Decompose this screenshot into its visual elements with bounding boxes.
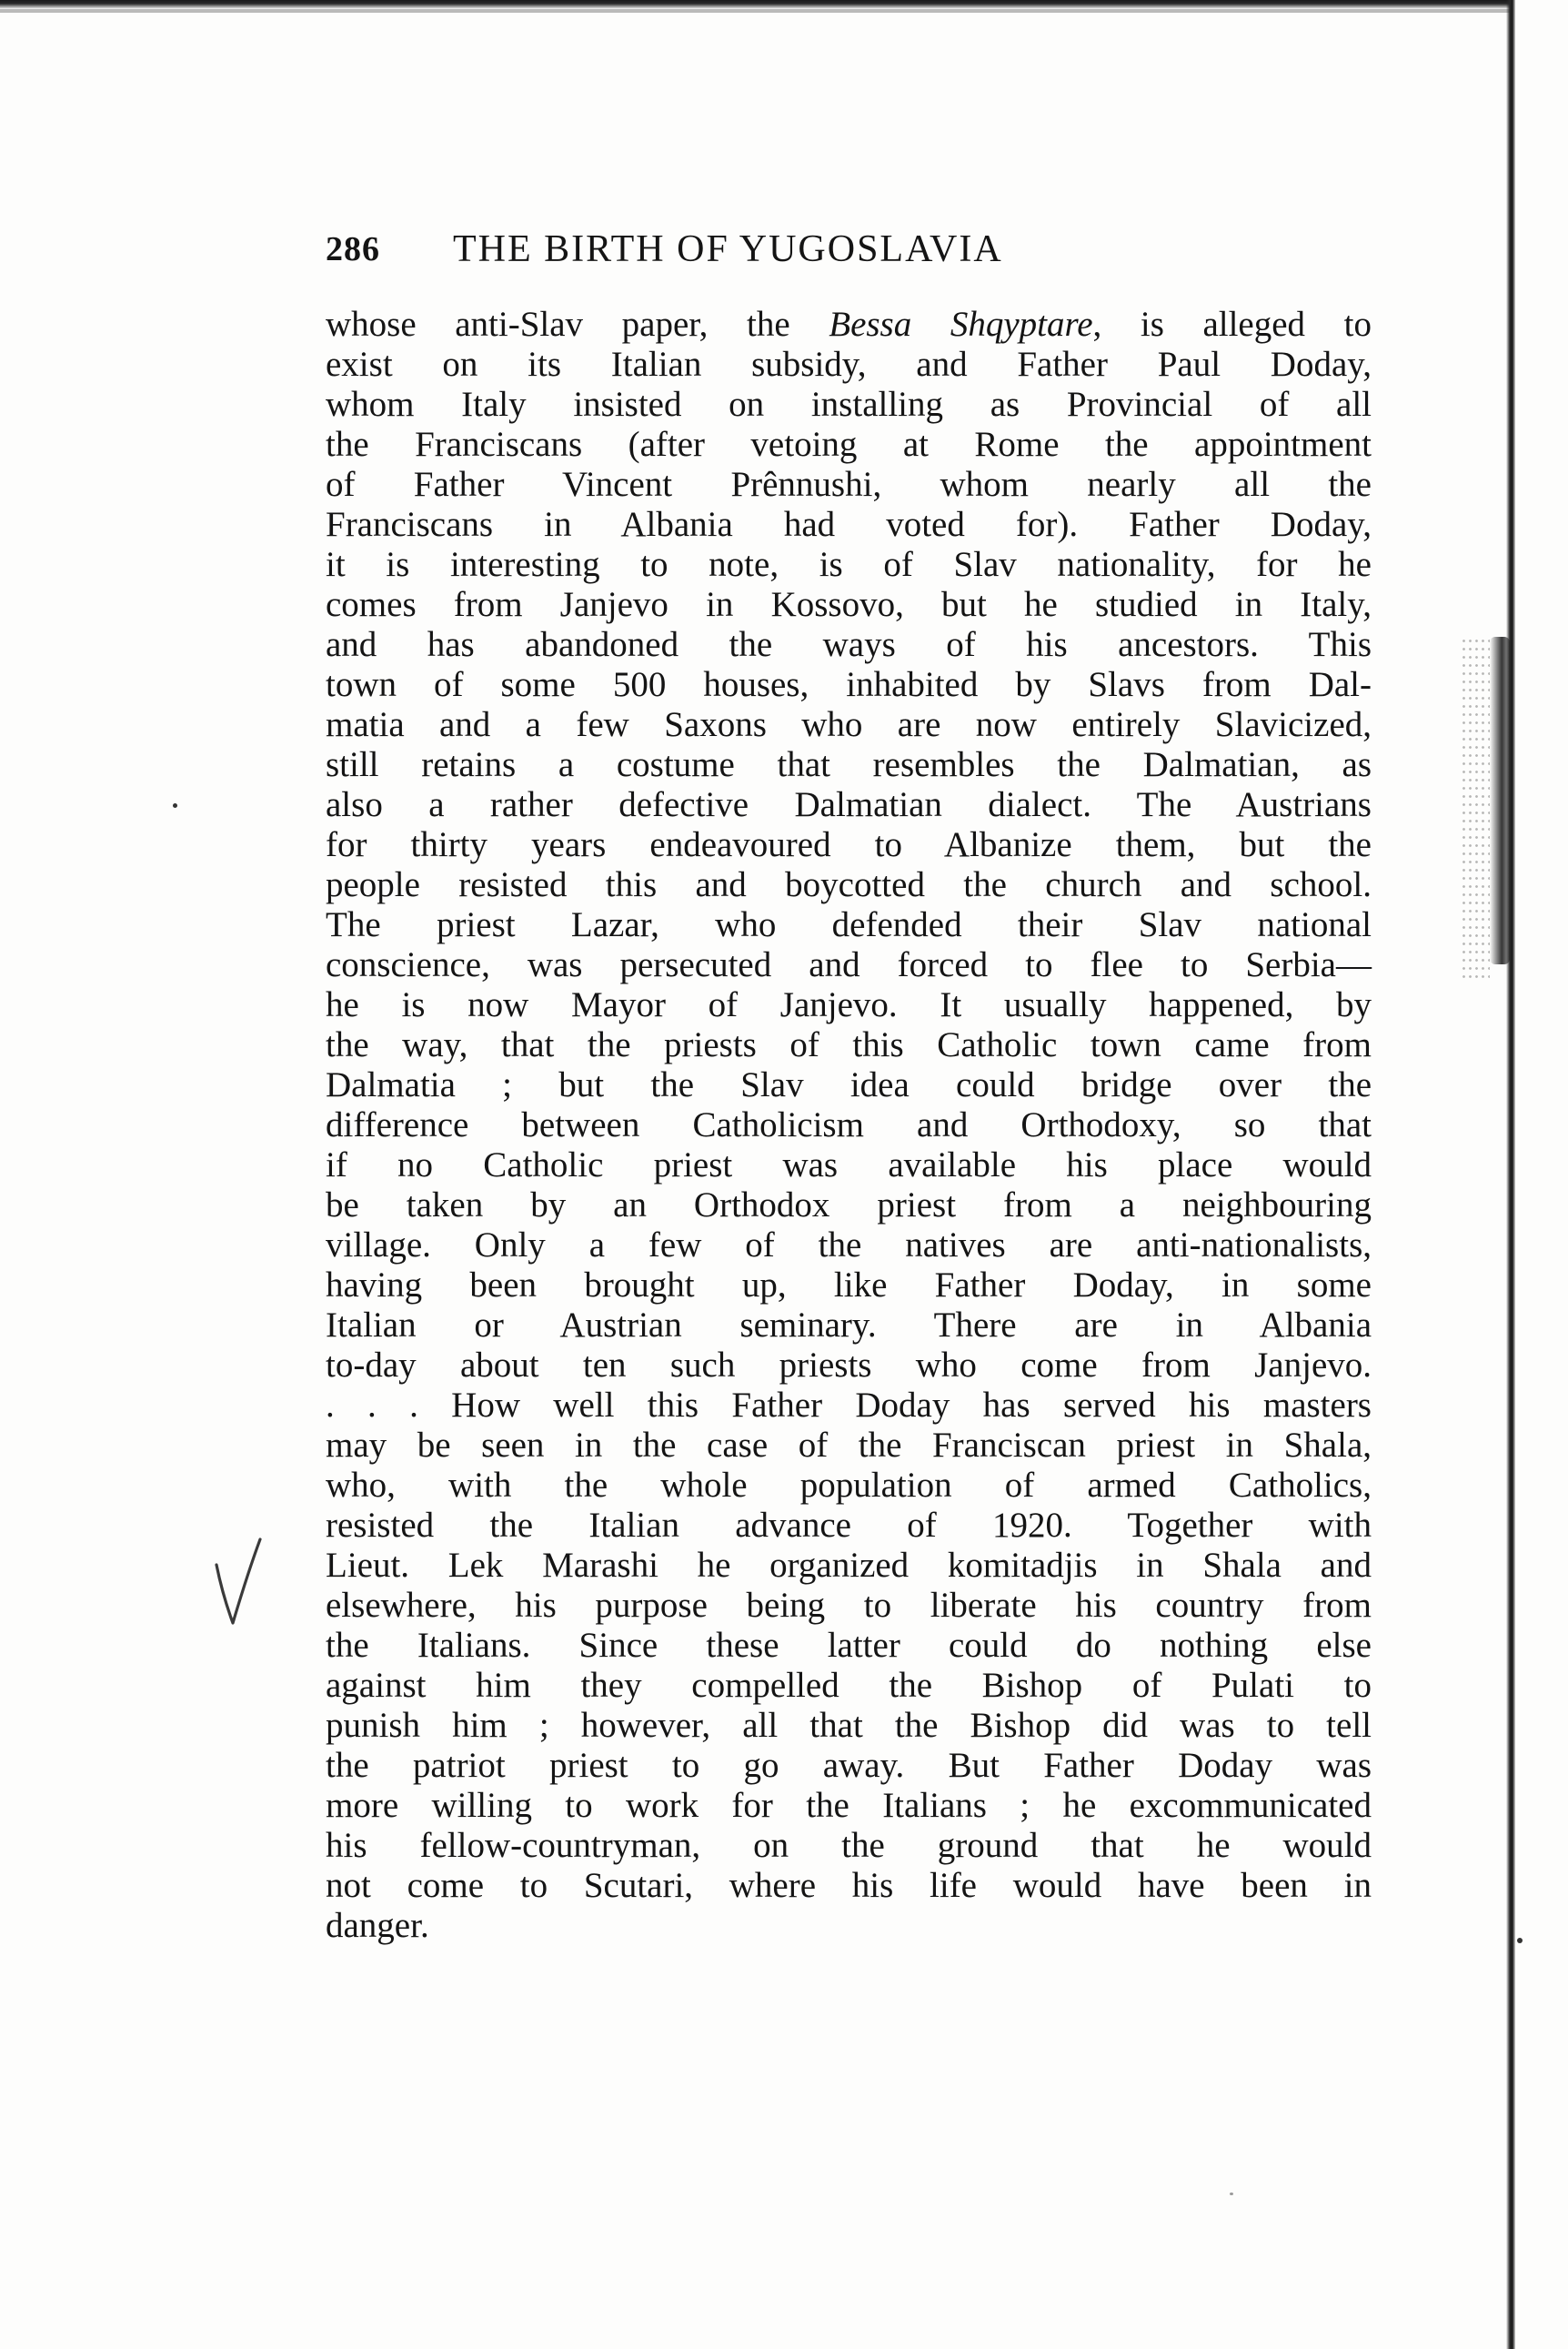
text-line: matia and a few Saxons who are now entirely Slavicized, — [326, 705, 1372, 744]
text-line: to-day about ten such priests who come from Janjevo. — [326, 1346, 1372, 1385]
text-line — [326, 305, 1372, 345]
text-line: the patriot priest to go away. But Father Doday was — [326, 1746, 1372, 1785]
text-line: people resisted this and boycotted the church and school. — [326, 865, 1372, 904]
text-line: having been brought up, like Father Doday, in some — [326, 1265, 1372, 1305]
text-line: punish him ; however, all that the Bishop did was to tell — [326, 1706, 1372, 1745]
text-line: Italian or Austrian seminary. There are in Albania — [326, 1306, 1372, 1345]
running-head: THE BIRTH OF YUGOSLAVIA — [453, 228, 1003, 270]
text-line: the Italians. Since these latter could do nothing else — [326, 1626, 1372, 1665]
text-line: who, with the whole population of armed Catholics, — [326, 1466, 1372, 1505]
text-line: more willing to work for the Italians ; he excommunicated — [326, 1786, 1372, 1825]
text-line: conscience, was persecuted and forced to flee to Serbia— — [326, 945, 1372, 984]
text-line: and has abandoned the ways of his ancestors. This — [326, 625, 1372, 664]
text-line: his fellow-countryman, on the ground that he would — [326, 1826, 1372, 1865]
text-line: comes from Janjevo in Kossovo, but he studied in Italy, — [326, 585, 1372, 624]
text-line: village. Only a few of the natives are anti-nationalists, — [326, 1225, 1372, 1265]
text-line: danger. — [326, 1906, 429, 1945]
text-line: resisted the Italian advance of 1920. Together with — [326, 1506, 1372, 1545]
text-line: for thirty years endeavoured to Albanize them, but the — [326, 825, 1372, 864]
scan-right-edge — [1506, 0, 1515, 2349]
text-line: against him they compelled the Bishop of Pulati to — [326, 1666, 1372, 1705]
text-line: whom Italy insisted on installing as Provincial of all — [326, 385, 1372, 424]
text-line: still retains a costume that resembles the Dalmatian, as — [326, 745, 1372, 784]
text-run: , is alleged to — [1092, 305, 1372, 344]
text-line: he is now Mayor of Janjevo. It usually happened, by — [326, 985, 1372, 1024]
text-line: The priest Lazar, who defended their Slav national — [326, 905, 1372, 944]
text-line: the Franciscans (after vetoing at Rome the appointment — [326, 425, 1372, 464]
text-line: elsewhere, his purpose being to liberate his country from — [326, 1586, 1372, 1625]
text-line: also a rather defective Dalmatian dialect. The Austrians — [326, 785, 1372, 824]
binding-texture — [1461, 637, 1490, 983]
text-line: the way, that the priests of this Catholic town came from — [326, 1025, 1372, 1064]
text-line: not come to Scutari, where his life would have been in — [326, 1866, 1372, 1905]
text-line: may be seen in the case of the Franciscan priest in Shala, — [326, 1426, 1372, 1465]
body-text — [326, 305, 1372, 1946]
text-line: be taken by an Orthodox priest from a neighbouring — [326, 1185, 1372, 1225]
text-line: Lieut. Lek Marashi he organized komitadjis in Shala and — [326, 1546, 1372, 1585]
scan-top-edge — [0, 0, 1510, 9]
text-line: it is interesting to note, is of Slav nationality, for he — [326, 545, 1372, 584]
text-line: Franciscans in Albania had voted for). Father Doday, — [326, 505, 1372, 544]
text-run: whose anti-Slav paper, the — [326, 305, 829, 344]
text-line: town of some 500 houses, inhabited by Slavs from Dal- — [326, 665, 1372, 704]
scan-top-edge-shadow — [0, 9, 1510, 13]
scan-speck — [173, 803, 177, 808]
binding-shadow — [1490, 637, 1510, 964]
scan-speck — [1230, 2193, 1233, 2195]
newspaper-title: Bessa Shqyptare — [829, 305, 1093, 344]
text-line: of Father Vincent Prênnushi, whom nearly all the — [326, 465, 1372, 504]
text-line: . . . How well this Father Doday has served his masters — [326, 1386, 1372, 1425]
scan-speck — [1517, 1938, 1523, 1943]
page-header — [326, 229, 1381, 284]
text-line: difference between Catholicism and Orthodoxy, so that — [326, 1105, 1372, 1144]
handwritten-check-mark-icon — [211, 1537, 266, 1628]
text-line: if no Catholic priest was available his place would — [326, 1145, 1372, 1185]
text-line: exist on its Italian subsidy, and Father Paul Doday, — [326, 345, 1372, 384]
page-number: 286 — [326, 230, 380, 268]
text-line: Dalmatia ; but the Slav idea could bridge over the — [326, 1065, 1372, 1104]
